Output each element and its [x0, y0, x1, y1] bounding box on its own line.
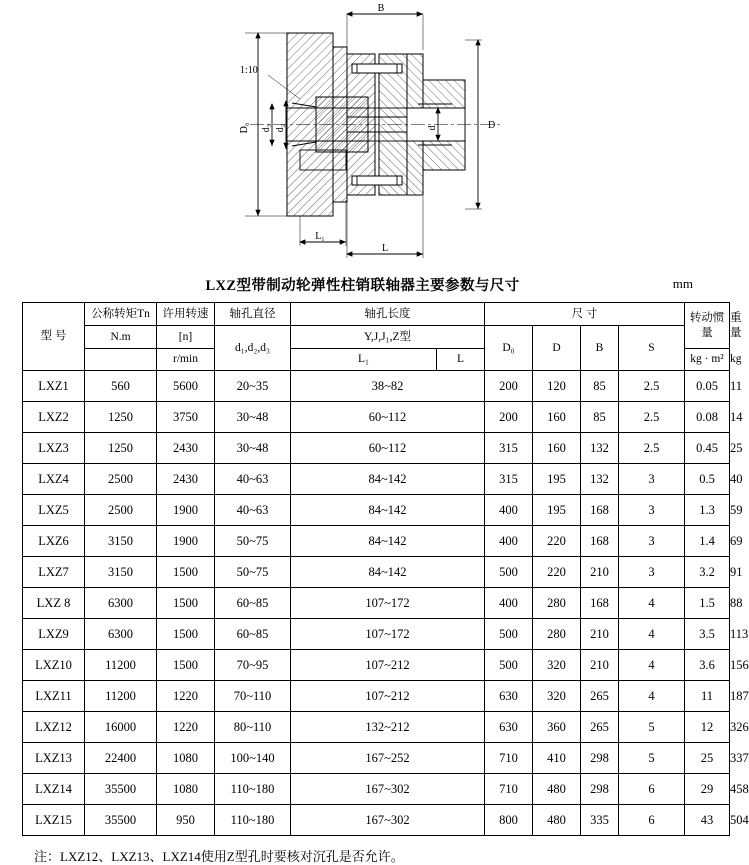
cell-model: LXZ3 [23, 433, 85, 464]
th-speed-unit: r/min [157, 349, 215, 371]
cell-s: 4 [619, 650, 685, 681]
cell-d0: 500 [485, 650, 533, 681]
cell-inertia: 0.5 [685, 464, 730, 495]
table-row: LXZ10 11200 1500 70~95 107~212 500 320 210 4 3.6 156 [23, 650, 730, 681]
drawing-label-B: B [377, 3, 385, 14]
cell-inertia: 11 [685, 681, 730, 712]
drawing-label-L1: L₁ [315, 231, 325, 242]
cell-d: 220 [533, 526, 581, 557]
cell-d0: 800 [485, 805, 533, 836]
th-speed-n: [n] [157, 326, 215, 349]
cell-d: 410 [533, 743, 581, 774]
cell-speed: 1220 [157, 712, 215, 743]
cell-bore-dia: 60~85 [215, 619, 291, 650]
cell-inertia: 0.45 [685, 433, 730, 464]
cell-d: 360 [533, 712, 581, 743]
cell-bore-len: 84~142 [291, 526, 485, 557]
cell-speed: 1500 [157, 619, 215, 650]
cell-d: 480 [533, 774, 581, 805]
cell-d0: 630 [485, 681, 533, 712]
cell-torque: 11200 [85, 650, 157, 681]
th-b: B [581, 326, 619, 371]
coupling-drawing-svg [0, 0, 725, 272]
cell-torque: 6300 [85, 588, 157, 619]
cell-inertia: 1.3 [685, 495, 730, 526]
cell-d: 320 [533, 650, 581, 681]
cell-speed: 1500 [157, 557, 215, 588]
cell-s: 3 [619, 464, 685, 495]
cell-speed: 2430 [157, 464, 215, 495]
cell-model: LXZ15 [23, 805, 85, 836]
cell-b: 132 [581, 433, 619, 464]
th-model: 型 号 [23, 303, 85, 371]
cell-bore-len: 60~112 [291, 402, 485, 433]
cell-d: 280 [533, 588, 581, 619]
cell-b: 210 [581, 557, 619, 588]
th-d: D [533, 326, 581, 371]
cell-s: 2.5 [619, 402, 685, 433]
th-bore-type: Y,J,J₁,Z型 [291, 326, 485, 349]
cell-d0: 200 [485, 371, 533, 402]
cell-d: 320 [533, 681, 581, 712]
cell-b: 85 [581, 402, 619, 433]
cell-inertia: 0.05 [685, 371, 730, 402]
drawing-label-d3: d₃ [261, 123, 272, 133]
cell-s: 4 [619, 681, 685, 712]
cell-b: 265 [581, 712, 619, 743]
cell-torque: 1250 [85, 402, 157, 433]
th-bore-len-l: L [437, 349, 485, 371]
th-s: S [619, 326, 685, 371]
cell-d: 195 [533, 464, 581, 495]
cell-bore-dia: 40~63 [215, 464, 291, 495]
cell-bore-dia: 110~180 [215, 774, 291, 805]
cell-bore-dia: 30~48 [215, 402, 291, 433]
cell-s: 6 [619, 774, 685, 805]
cell-s: 5 [619, 743, 685, 774]
cell-torque: 11200 [85, 681, 157, 712]
table-header-row-3: r/min L₁ L kg · m² kg [23, 349, 730, 371]
drawing-label-d2: d₂ [275, 123, 286, 133]
cell-d: 480 [533, 805, 581, 836]
cell-d: 120 [533, 371, 581, 402]
coupling-drawing [0, 0, 725, 272]
cell-bore-dia: 30~48 [215, 433, 291, 464]
th-torque-unit: N.m [85, 326, 157, 349]
cell-inertia: 29 [685, 774, 730, 805]
cell-bore-len: 132~212 [291, 712, 485, 743]
cell-b: 335 [581, 805, 619, 836]
cell-speed: 3750 [157, 402, 215, 433]
cell-s: 2.5 [619, 433, 685, 464]
cell-torque: 35500 [85, 805, 157, 836]
cell-model: LXZ 8 [23, 588, 85, 619]
cell-model: LXZ4 [23, 464, 85, 495]
cell-torque: 1250 [85, 433, 157, 464]
cell-bore-len: 84~142 [291, 557, 485, 588]
cell-bore-len: 84~142 [291, 495, 485, 526]
cell-b: 132 [581, 464, 619, 495]
table-row: LXZ12 16000 1220 80~110 132~212 630 360 265 5 12 326 [23, 712, 730, 743]
table-row: LXZ9 6300 1500 60~85 107~172 500 280 210 4 3.5 113 [23, 619, 730, 650]
table-body [23, 371, 749, 836]
cell-model: LXZ1 [23, 371, 85, 402]
cell-d: 195 [533, 495, 581, 526]
cell-bore-dia: 50~75 [215, 526, 291, 557]
cell-model: LXZ6 [23, 526, 85, 557]
cell-d: 280 [533, 619, 581, 650]
cell-torque: 16000 [85, 712, 157, 743]
cell-bore-len: 84~142 [291, 464, 485, 495]
th-inertia: 转动惯量 [685, 303, 730, 349]
th-torque: 公称转矩Tn [85, 303, 157, 326]
drawing-label-d: d [427, 125, 438, 131]
cell-bore-dia: 110~180 [215, 805, 291, 836]
table-header-row-2 [23, 326, 730, 349]
table-row: LXZ 8 6300 1500 60~85 107~172 400 280 168 4 1.5 88 [23, 588, 730, 619]
cell-s: 3 [619, 495, 685, 526]
cell-torque: 2500 [85, 464, 157, 495]
table-row: LXZ7 3150 1500 50~75 84~142 500 220 210 3 3.2 91 [23, 557, 730, 588]
cell-model: LXZ14 [23, 774, 85, 805]
cell-bore-dia: 100~140 [215, 743, 291, 774]
cell-model: LXZ9 [23, 619, 85, 650]
cell-inertia: 3.2 [685, 557, 730, 588]
table-note: 注：LXZ12、LXZ13、LXZ14使用Z型孔时要核对沉孔是否允许。 [34, 849, 404, 864]
table-row: LXZ14 35500 1080 110~180 167~302 710 480 298 6 29 458 [23, 774, 730, 805]
cell-d0: 315 [485, 464, 533, 495]
th-dims: 尺 寸 [485, 303, 685, 326]
cell-d0: 500 [485, 619, 533, 650]
th-bore-len: 轴孔长度 [291, 303, 485, 326]
cell-model: LXZ10 [23, 650, 85, 681]
drawing-label-L: L [381, 243, 389, 254]
th-bore-dia: 轴孔直径 [215, 303, 291, 326]
cell-d0: 710 [485, 743, 533, 774]
table-row: LXZ1 560 5600 20~35 38~82 200 120 85 2.5 0.05 11 [23, 371, 730, 402]
drawing-label-taper: 1:10 [240, 65, 258, 76]
cell-d0: 400 [485, 588, 533, 619]
cell-d0: 200 [485, 402, 533, 433]
th-torque-unit2 [85, 349, 157, 371]
cell-model: LXZ12 [23, 712, 85, 743]
spec-table [22, 302, 749, 836]
cell-model: LXZ5 [23, 495, 85, 526]
cell-bore-len: 167~252 [291, 743, 485, 774]
cell-b: 168 [581, 526, 619, 557]
cell-speed: 2430 [157, 433, 215, 464]
table-row: LXZ3 1250 2430 30~48 60~112 315 160 132 2.5 0.45 25 [23, 433, 730, 464]
table-row: LXZ11 11200 1220 70~110 107~212 630 320 265 4 11 187 [23, 681, 730, 712]
cell-b: 210 [581, 619, 619, 650]
cell-s: 4 [619, 588, 685, 619]
table-header-row-1: 型 号 公称转矩Tn 许用转速 轴孔直径 轴孔长度 尺 寸 转动惯量 重量 [23, 303, 730, 326]
cell-bore-len: 167~302 [291, 805, 485, 836]
th-d0: D₀ [485, 326, 533, 371]
cell-b: 168 [581, 588, 619, 619]
cell-inertia: 25 [685, 743, 730, 774]
table-row: LXZ5 2500 1900 40~63 84~142 400 195 168 3 1.3 59 [23, 495, 730, 526]
cell-s: 3 [619, 557, 685, 588]
table-row: LXZ6 3150 1900 50~75 84~142 400 220 168 3 1.4 69 [23, 526, 730, 557]
cell-d: 160 [533, 402, 581, 433]
cell-b: 298 [581, 774, 619, 805]
cell-speed: 1500 [157, 650, 215, 681]
cell-speed: 1900 [157, 495, 215, 526]
cell-model: LXZ7 [23, 557, 85, 588]
cell-s: 6 [619, 805, 685, 836]
cell-model: LXZ13 [23, 743, 85, 774]
cell-s: 5 [619, 712, 685, 743]
cell-bore-dia: 70~110 [215, 681, 291, 712]
scan-artifact [500, 0, 680, 10]
cell-s: 2.5 [619, 371, 685, 402]
cell-s: 3 [619, 526, 685, 557]
cell-speed: 1500 [157, 588, 215, 619]
th-inertia-unit: kg · m² [685, 349, 730, 371]
cell-b: 168 [581, 495, 619, 526]
table-title-row [0, 274, 725, 302]
cell-bore-dia: 60~85 [215, 588, 291, 619]
cell-b: 265 [581, 681, 619, 712]
th-bore-len-l1: L₁ [291, 349, 437, 371]
cell-inertia: 3.5 [685, 619, 730, 650]
th-speed: 许用转速 [157, 303, 215, 326]
table-row: LXZ2 1250 3750 30~48 60~112 200 160 85 2.5 0.08 14 [23, 402, 730, 433]
cell-bore-len: 38~82 [291, 371, 485, 402]
cell-d0: 400 [485, 495, 533, 526]
cell-d0: 710 [485, 774, 533, 805]
cell-bore-len: 107~172 [291, 619, 485, 650]
cell-inertia: 0.08 [685, 402, 730, 433]
cell-d0: 315 [485, 433, 533, 464]
cell-b: 210 [581, 650, 619, 681]
cell-bore-len: 107~212 [291, 681, 485, 712]
cell-speed: 5600 [157, 371, 215, 402]
cell-model: LXZ11 [23, 681, 85, 712]
spec-table-wrap [0, 302, 749, 836]
cell-bore-dia: 80~110 [215, 712, 291, 743]
cell-b: 298 [581, 743, 619, 774]
cell-inertia: 3.6 [685, 650, 730, 681]
page-title: LXZ型带制动轮弹性柱销联轴器主要参数与尺寸 [205, 278, 520, 294]
cell-torque: 22400 [85, 743, 157, 774]
cell-bore-dia: 50~75 [215, 557, 291, 588]
cell-bore-dia: 40~63 [215, 495, 291, 526]
cell-torque: 6300 [85, 619, 157, 650]
cell-bore-len: 60~112 [291, 433, 485, 464]
cell-speed: 950 [157, 805, 215, 836]
table-row: LXZ13 22400 1080 100~140 167~252 710 410 298 5 25 337 [23, 743, 730, 774]
drawing-label-D: D [488, 120, 496, 131]
cell-torque: 3150 [85, 526, 157, 557]
cell-d: 220 [533, 557, 581, 588]
cell-torque: 2500 [85, 495, 157, 526]
cell-inertia: 12 [685, 712, 730, 743]
cell-inertia: 43 [685, 805, 730, 836]
cell-torque: 3150 [85, 557, 157, 588]
table-row: LXZ4 2500 2430 40~63 84~142 315 195 132 3 0.5 40 [23, 464, 730, 495]
cell-speed: 1220 [157, 681, 215, 712]
cell-bore-dia: 20~35 [215, 371, 291, 402]
cell-model: LXZ2 [23, 402, 85, 433]
cell-bore-len: 107~172 [291, 588, 485, 619]
cell-bore-dia: 70~95 [215, 650, 291, 681]
table-row: LXZ15 35500 950 110~180 167~302 800 480 335 6 43 504 [23, 805, 730, 836]
cell-torque: 560 [85, 371, 157, 402]
cell-d0: 400 [485, 526, 533, 557]
cell-speed: 1900 [157, 526, 215, 557]
cell-d0: 500 [485, 557, 533, 588]
cell-torque: 35500 [85, 774, 157, 805]
cell-d: 160 [533, 433, 581, 464]
cell-d0: 630 [485, 712, 533, 743]
cell-inertia: 1.5 [685, 588, 730, 619]
cell-bore-len: 107~212 [291, 650, 485, 681]
cell-inertia: 1.4 [685, 526, 730, 557]
cell-bore-len: 167~302 [291, 774, 485, 805]
cell-s: 4 [619, 619, 685, 650]
drawing-label-D0: D₀ [239, 122, 250, 134]
th-bore-dia-sym: d₁,d₂,d₃ [215, 326, 291, 371]
cell-b: 85 [581, 371, 619, 402]
unit-label: mm [672, 276, 693, 291]
cell-speed: 1080 [157, 743, 215, 774]
cell-speed: 1080 [157, 774, 215, 805]
table-head [23, 303, 742, 371]
